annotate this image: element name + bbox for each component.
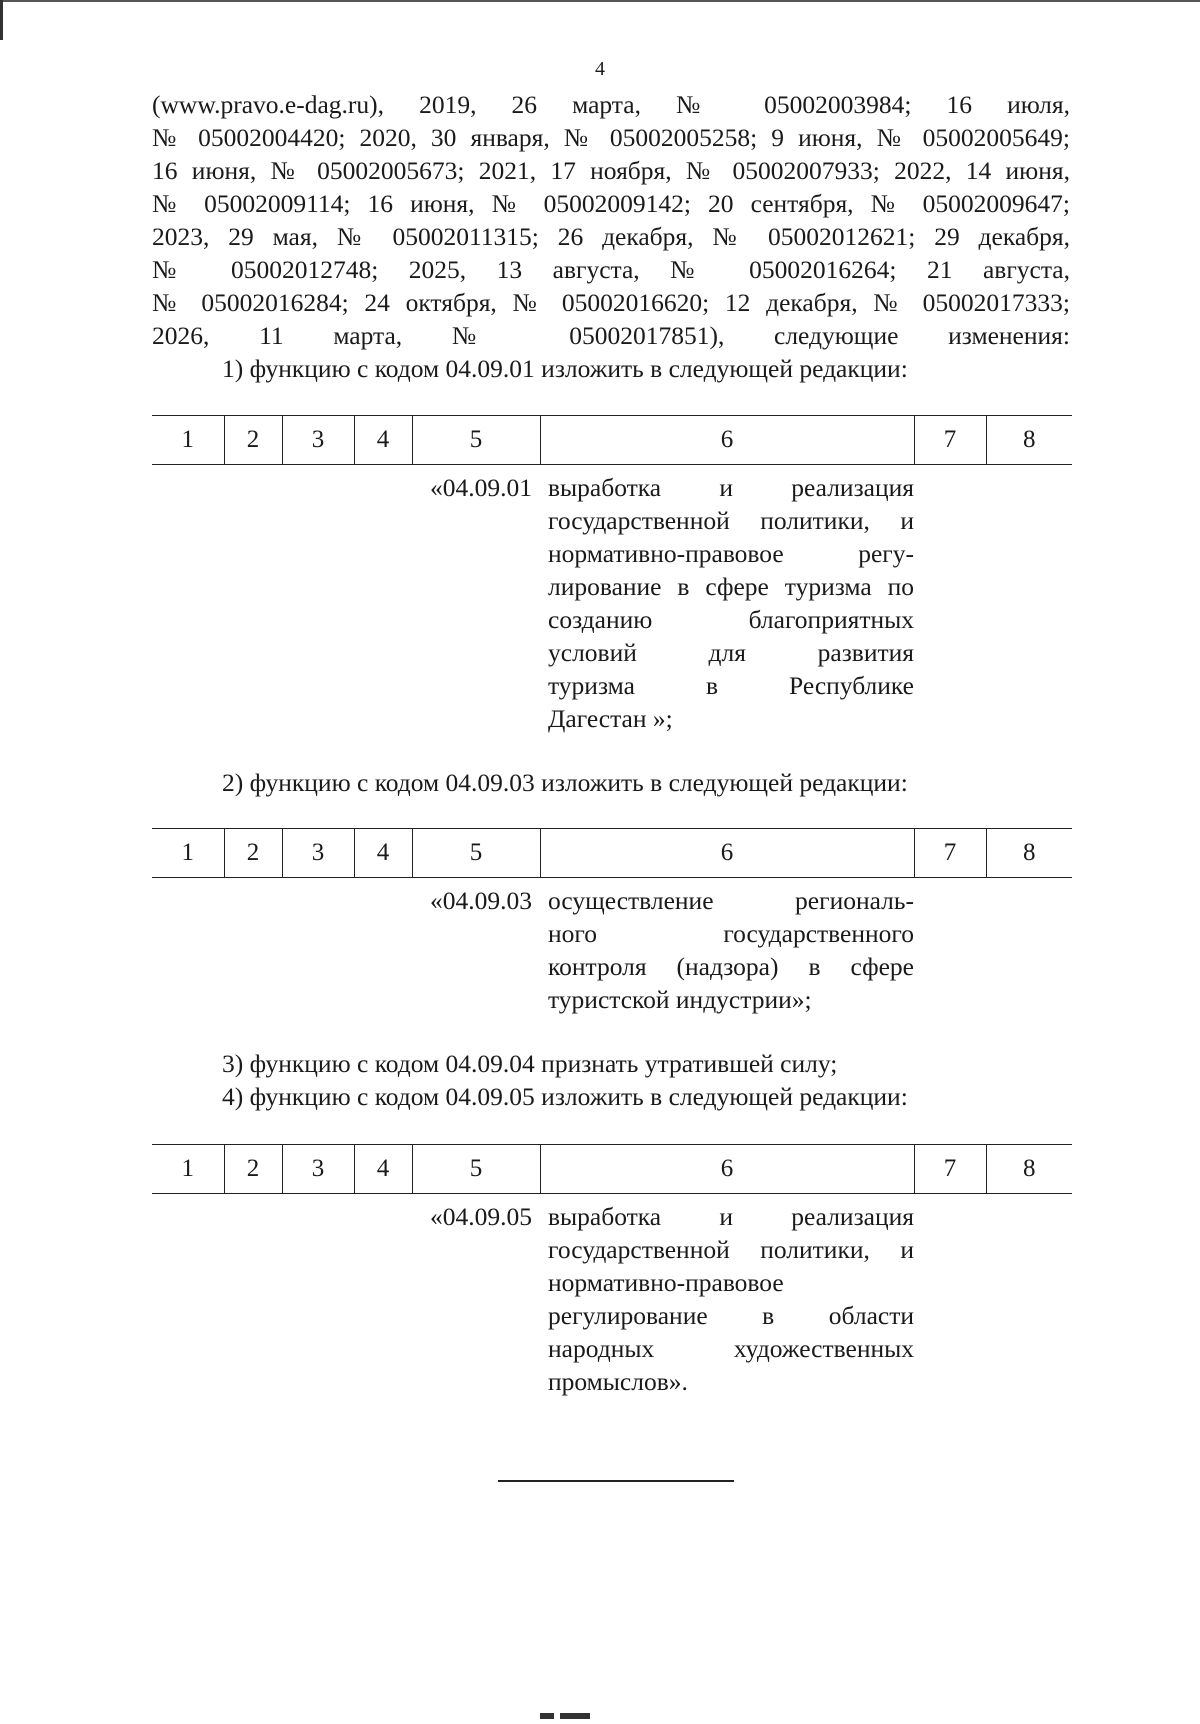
- column-header: 6: [540, 829, 914, 878]
- description-line: регулирование в области: [548, 1301, 914, 1330]
- intro-line: 2026, 11 марта, № 05002017851), следующие изменения:: [152, 321, 1070, 350]
- amendment-item-3: 3) функцию с кодом 04.09.04 признать утратившей силу;: [222, 1049, 838, 1078]
- column-header: 1: [152, 416, 224, 465]
- column-header: 3: [282, 1145, 354, 1194]
- column-header: 3: [282, 416, 354, 465]
- function-code: «04.09.03: [430, 886, 532, 915]
- column-header: 5: [412, 1145, 540, 1194]
- intro-paragraph: [152, 88, 1070, 352]
- table-header-row: [152, 1145, 1072, 1194]
- function-description: [540, 465, 914, 736]
- page-number: 4: [595, 58, 605, 80]
- amendment-item-4: 4) функцию с кодом 04.09.05 изложить в следующей редакции:: [222, 1082, 908, 1111]
- table-header-row: [152, 829, 1072, 878]
- column-header: 7: [914, 829, 986, 878]
- function-code: «04.09.01: [430, 473, 532, 502]
- function-description: [540, 1194, 914, 1399]
- intro-line: № 05002016284; 24 октября, № 05002016620; 12 декабря, № 05002017333;: [152, 288, 1070, 317]
- description-line: осуществление региональ-: [548, 886, 914, 915]
- intro-line: (www.pravo.e-dag.ru), 2019, 26 марта, № 05002003984; 16 июля,: [152, 90, 1070, 119]
- end-rule: [498, 1480, 734, 1482]
- column-header: 2: [224, 416, 282, 465]
- intro-line: № 05002009114; 16 июня, № 05002009142; 20 сентября, № 05002009647;: [152, 189, 1070, 218]
- description-line: государственной политики, и: [548, 1235, 914, 1264]
- description-line: созданию благоприятных: [548, 605, 914, 634]
- intro-line: № 05002012748; 2025, 13 августа, № 05002016264; 21 августа,: [152, 255, 1070, 284]
- scan-mark: [540, 1706, 600, 1716]
- description-line: народных художественных: [548, 1334, 914, 1363]
- intro-line: № 05002004420; 2020, 30 января, № 05002005258; 9 июня, № 05002005649;: [152, 123, 1070, 152]
- intro-line: 16 июня, № 05002005673; 2021, 17 ноября, № 05002007933; 2022, 14 июня,: [152, 156, 1070, 185]
- description-line: нормативно-правовое: [548, 1268, 784, 1297]
- description-line: туризма в Республике: [548, 671, 914, 700]
- column-header: 8: [986, 829, 1072, 878]
- function-description: [540, 878, 914, 1017]
- column-header: 4: [354, 829, 412, 878]
- function-table-3: [152, 1144, 1072, 1398]
- column-header: 3: [282, 829, 354, 878]
- column-header: 8: [986, 1145, 1072, 1194]
- description-line: государственной политики, и: [548, 506, 914, 535]
- amendment-item-2: 2) функцию с кодом 04.09.03 изложить в следующей редакции:: [222, 768, 908, 797]
- column-header: 2: [224, 829, 282, 878]
- table-row: [152, 1194, 1072, 1399]
- scan-edge: [0, 0, 3, 40]
- description-line: лирование в сфере туризма по: [548, 572, 914, 601]
- description-line: выработка и реализация: [548, 473, 914, 502]
- intro-line: 2023, 29 мая, № 05002011315; 26 декабря, № 05002012621; 29 декабря,: [152, 222, 1070, 251]
- description-line: ного государственного: [548, 919, 914, 948]
- column-header: 6: [540, 1145, 914, 1194]
- column-header: 7: [914, 416, 986, 465]
- description-line: контроля (надзора) в сфере: [548, 952, 914, 981]
- column-header: 4: [354, 416, 412, 465]
- column-header: 4: [354, 1145, 412, 1194]
- column-header: 5: [412, 416, 540, 465]
- description-line: Дагестан »;: [548, 704, 673, 733]
- description-line: выработка и реализация: [548, 1202, 914, 1231]
- table-row: [152, 465, 1072, 736]
- column-header: 6: [540, 416, 914, 465]
- column-header: 7: [914, 1145, 986, 1194]
- column-header: 8: [986, 416, 1072, 465]
- description-line: нормативно-правовое регу-: [548, 539, 914, 568]
- table-header-row: [152, 416, 1072, 465]
- description-line: туристской индустрии»;: [548, 985, 812, 1014]
- description-line: условий для развития: [548, 638, 914, 667]
- function-code: «04.09.05: [430, 1202, 532, 1231]
- column-header: 1: [152, 829, 224, 878]
- column-header: 1: [152, 1145, 224, 1194]
- amendment-item-1: 1) функцию с кодом 04.09.01 изложить в следующей редакции:: [222, 354, 908, 383]
- column-header: 5: [412, 829, 540, 878]
- function-table-2: [152, 828, 1072, 1016]
- function-table-1: [152, 415, 1072, 735]
- scan-edge: [0, 0, 1200, 2]
- description-line: промыслов».: [548, 1367, 688, 1396]
- column-header: 2: [224, 1145, 282, 1194]
- table-row: [152, 878, 1072, 1017]
